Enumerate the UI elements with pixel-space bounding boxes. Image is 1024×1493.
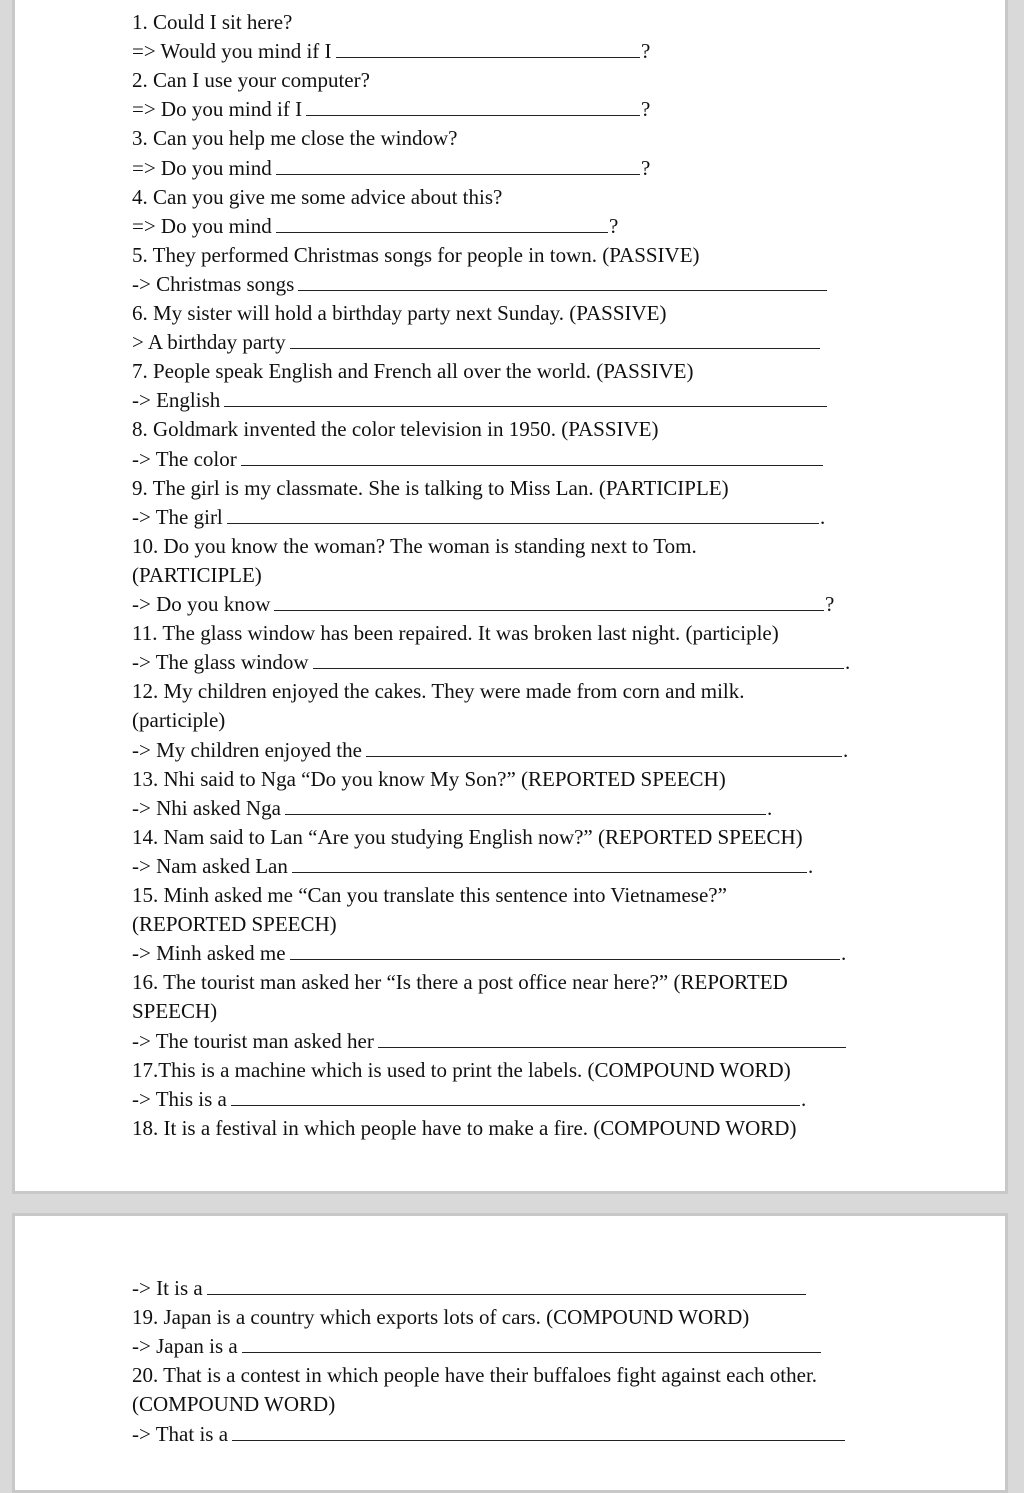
answer-line — [132, 270, 828, 299]
question-text: 11. The glass window has been repaired. It was broken last night. (participle) — [132, 621, 779, 646]
answer-blank[interactable] — [276, 156, 640, 175]
question-text: 6. My sister will hold a birthday party next Sunday. (PASSIVE) — [132, 301, 667, 325]
answer-prompt: -> Christmas songs — [132, 271, 295, 296]
answer-line — [132, 939, 846, 968]
answer-end-punctuation: . — [820, 504, 826, 529]
question-text: (PARTICIPLE) — [132, 562, 262, 587]
answer-blank[interactable] — [306, 97, 640, 116]
answer-blank[interactable] — [290, 330, 820, 349]
answer-prompt: => Do you mind if I — [132, 97, 303, 122]
answer-blank[interactable] — [313, 650, 844, 669]
answer-prompt: -> The girl — [132, 504, 223, 529]
answer-end-punctuation: ? — [641, 97, 651, 122]
answer-prompt: -> My children enjoyed the — [132, 737, 362, 762]
answer-end-punctuation: ? — [641, 39, 651, 64]
answer-prompt: -> Japan is a — [132, 1334, 238, 1359]
answer-end-punctuation: . — [808, 853, 814, 878]
answer-line — [132, 212, 618, 241]
answer-line — [132, 736, 848, 765]
answer-blank[interactable] — [336, 39, 640, 58]
question-text: 2. Can I use your computer? — [132, 68, 370, 93]
answer-end-punctuation: ? — [825, 592, 835, 616]
answer-prompt: -> Do you know — [132, 592, 271, 616]
answer-line — [132, 1274, 807, 1303]
answer-blank[interactable] — [285, 796, 766, 815]
answer-line — [132, 1085, 806, 1114]
answer-prompt: -> The tourist man asked her — [132, 1028, 374, 1053]
answer-blank[interactable] — [241, 447, 823, 466]
answer-blank[interactable] — [290, 941, 840, 960]
answer-blank[interactable] — [366, 738, 842, 757]
answer-line — [132, 95, 650, 124]
answer-end-punctuation: . — [845, 650, 851, 675]
answer-line — [132, 1332, 822, 1361]
question-text: (REPORTED SPEECH) — [132, 912, 337, 937]
answer-line — [132, 648, 850, 677]
question-text: 13. Nhi said to Nga “Do you know My Son?” (REPORTED SPEECH) — [132, 766, 726, 791]
question-text: 1. Could I sit here? — [132, 10, 293, 34]
answer-line — [132, 154, 650, 183]
answer-prompt: > A birthday party — [132, 330, 286, 355]
answer-line — [132, 503, 825, 532]
answer-end-punctuation: . — [843, 737, 849, 762]
question-text: 8. Goldmark invented the color television in 1950. (PASSIVE) — [132, 417, 659, 442]
answer-blank[interactable] — [232, 1422, 845, 1441]
question-text: 4. Can you give me some advice about this? — [132, 184, 503, 209]
answer-blank[interactable] — [378, 1029, 846, 1048]
question-text: 20. That is a contest in which people have their buffaloes fight against each other. — [132, 1363, 818, 1388]
answer-prompt: -> Nam asked Lan — [132, 853, 288, 878]
answer-line — [132, 794, 772, 823]
answer-prompt: => Do you mind — [132, 155, 272, 180]
answer-prompt: -> English — [132, 388, 221, 413]
question-text: 18. It is a festival in which people have to make a fire. (COMPOUND WORD) — [132, 1115, 797, 1140]
answer-line — [132, 852, 813, 881]
answer-line — [132, 328, 821, 357]
question-text: 17.This is a machine which is used to print the labels. (COMPOUND WORD) — [132, 1057, 791, 1082]
answer-end-punctuation: ? — [641, 155, 651, 180]
answer-end-punctuation: . — [801, 1086, 807, 1111]
answer-line — [132, 1420, 846, 1449]
answer-prompt: => Do you mind — [132, 213, 272, 238]
question-text: 9. The girl is my classmate. She is talking to Miss Lan. (PARTICIPLE) — [132, 475, 729, 500]
answer-prompt: => Would you mind if I — [132, 39, 332, 64]
question-text: 15. Minh asked me “Can you translate this sentence into Vietnamese?” — [132, 883, 727, 907]
question-text: 16. The tourist man asked her “Is there a post office near here?” (REPORTED — [132, 970, 788, 995]
worksheet-page-1 — [12, 0, 1008, 1194]
question-text: 14. Nam said to Lan “Are you studying English now?” (REPORTED SPEECH) — [132, 824, 803, 849]
answer-blank[interactable] — [274, 592, 824, 611]
answer-blank[interactable] — [276, 214, 608, 233]
answer-blank[interactable] — [292, 854, 807, 873]
answer-prompt: -> Nhi asked Nga — [132, 795, 281, 820]
answer-blank[interactable] — [227, 505, 819, 524]
answer-line — [132, 590, 834, 619]
worksheet-page-2 — [12, 1213, 1008, 1493]
question-text: 10. Do you know the woman? The woman is standing next to Tom. — [132, 533, 697, 558]
answer-blank[interactable] — [207, 1276, 806, 1295]
answer-blank[interactable] — [242, 1334, 821, 1353]
question-text: (COMPOUND WORD) — [132, 1392, 336, 1417]
answer-line — [132, 37, 650, 66]
question-text: 7. People speak English and French all over the world. (PASSIVE) — [132, 359, 694, 384]
answer-end-punctuation: . — [841, 941, 847, 966]
answer-line — [132, 386, 828, 415]
answer-prompt: -> The glass window — [132, 650, 309, 675]
question-text: (participle) — [132, 708, 226, 733]
question-text: SPEECH) — [132, 999, 218, 1024]
answer-prompt: -> This is a — [132, 1086, 227, 1111]
answer-prompt: -> The color — [132, 446, 237, 471]
answer-end-punctuation: . — [767, 795, 773, 820]
answer-prompt: -> That is a — [132, 1421, 229, 1446]
answer-prompt: -> It is a — [132, 1276, 203, 1300]
question-text: 12. My children enjoyed the cakes. They were made from corn and milk. — [132, 679, 745, 704]
answer-blank[interactable] — [231, 1087, 800, 1106]
question-text: 5. They performed Christmas songs for people in town. (PASSIVE) — [132, 242, 700, 267]
answer-prompt: -> Minh asked me — [132, 941, 286, 966]
answer-line — [132, 445, 824, 474]
question-text: 19. Japan is a country which exports lots of cars. (COMPOUND WORD) — [132, 1305, 750, 1330]
answer-end-punctuation: ? — [609, 213, 619, 238]
answer-blank[interactable] — [224, 388, 827, 407]
question-text: 3. Can you help me close the window? — [132, 126, 458, 151]
answer-line — [132, 1027, 847, 1056]
answer-blank[interactable] — [298, 272, 827, 291]
